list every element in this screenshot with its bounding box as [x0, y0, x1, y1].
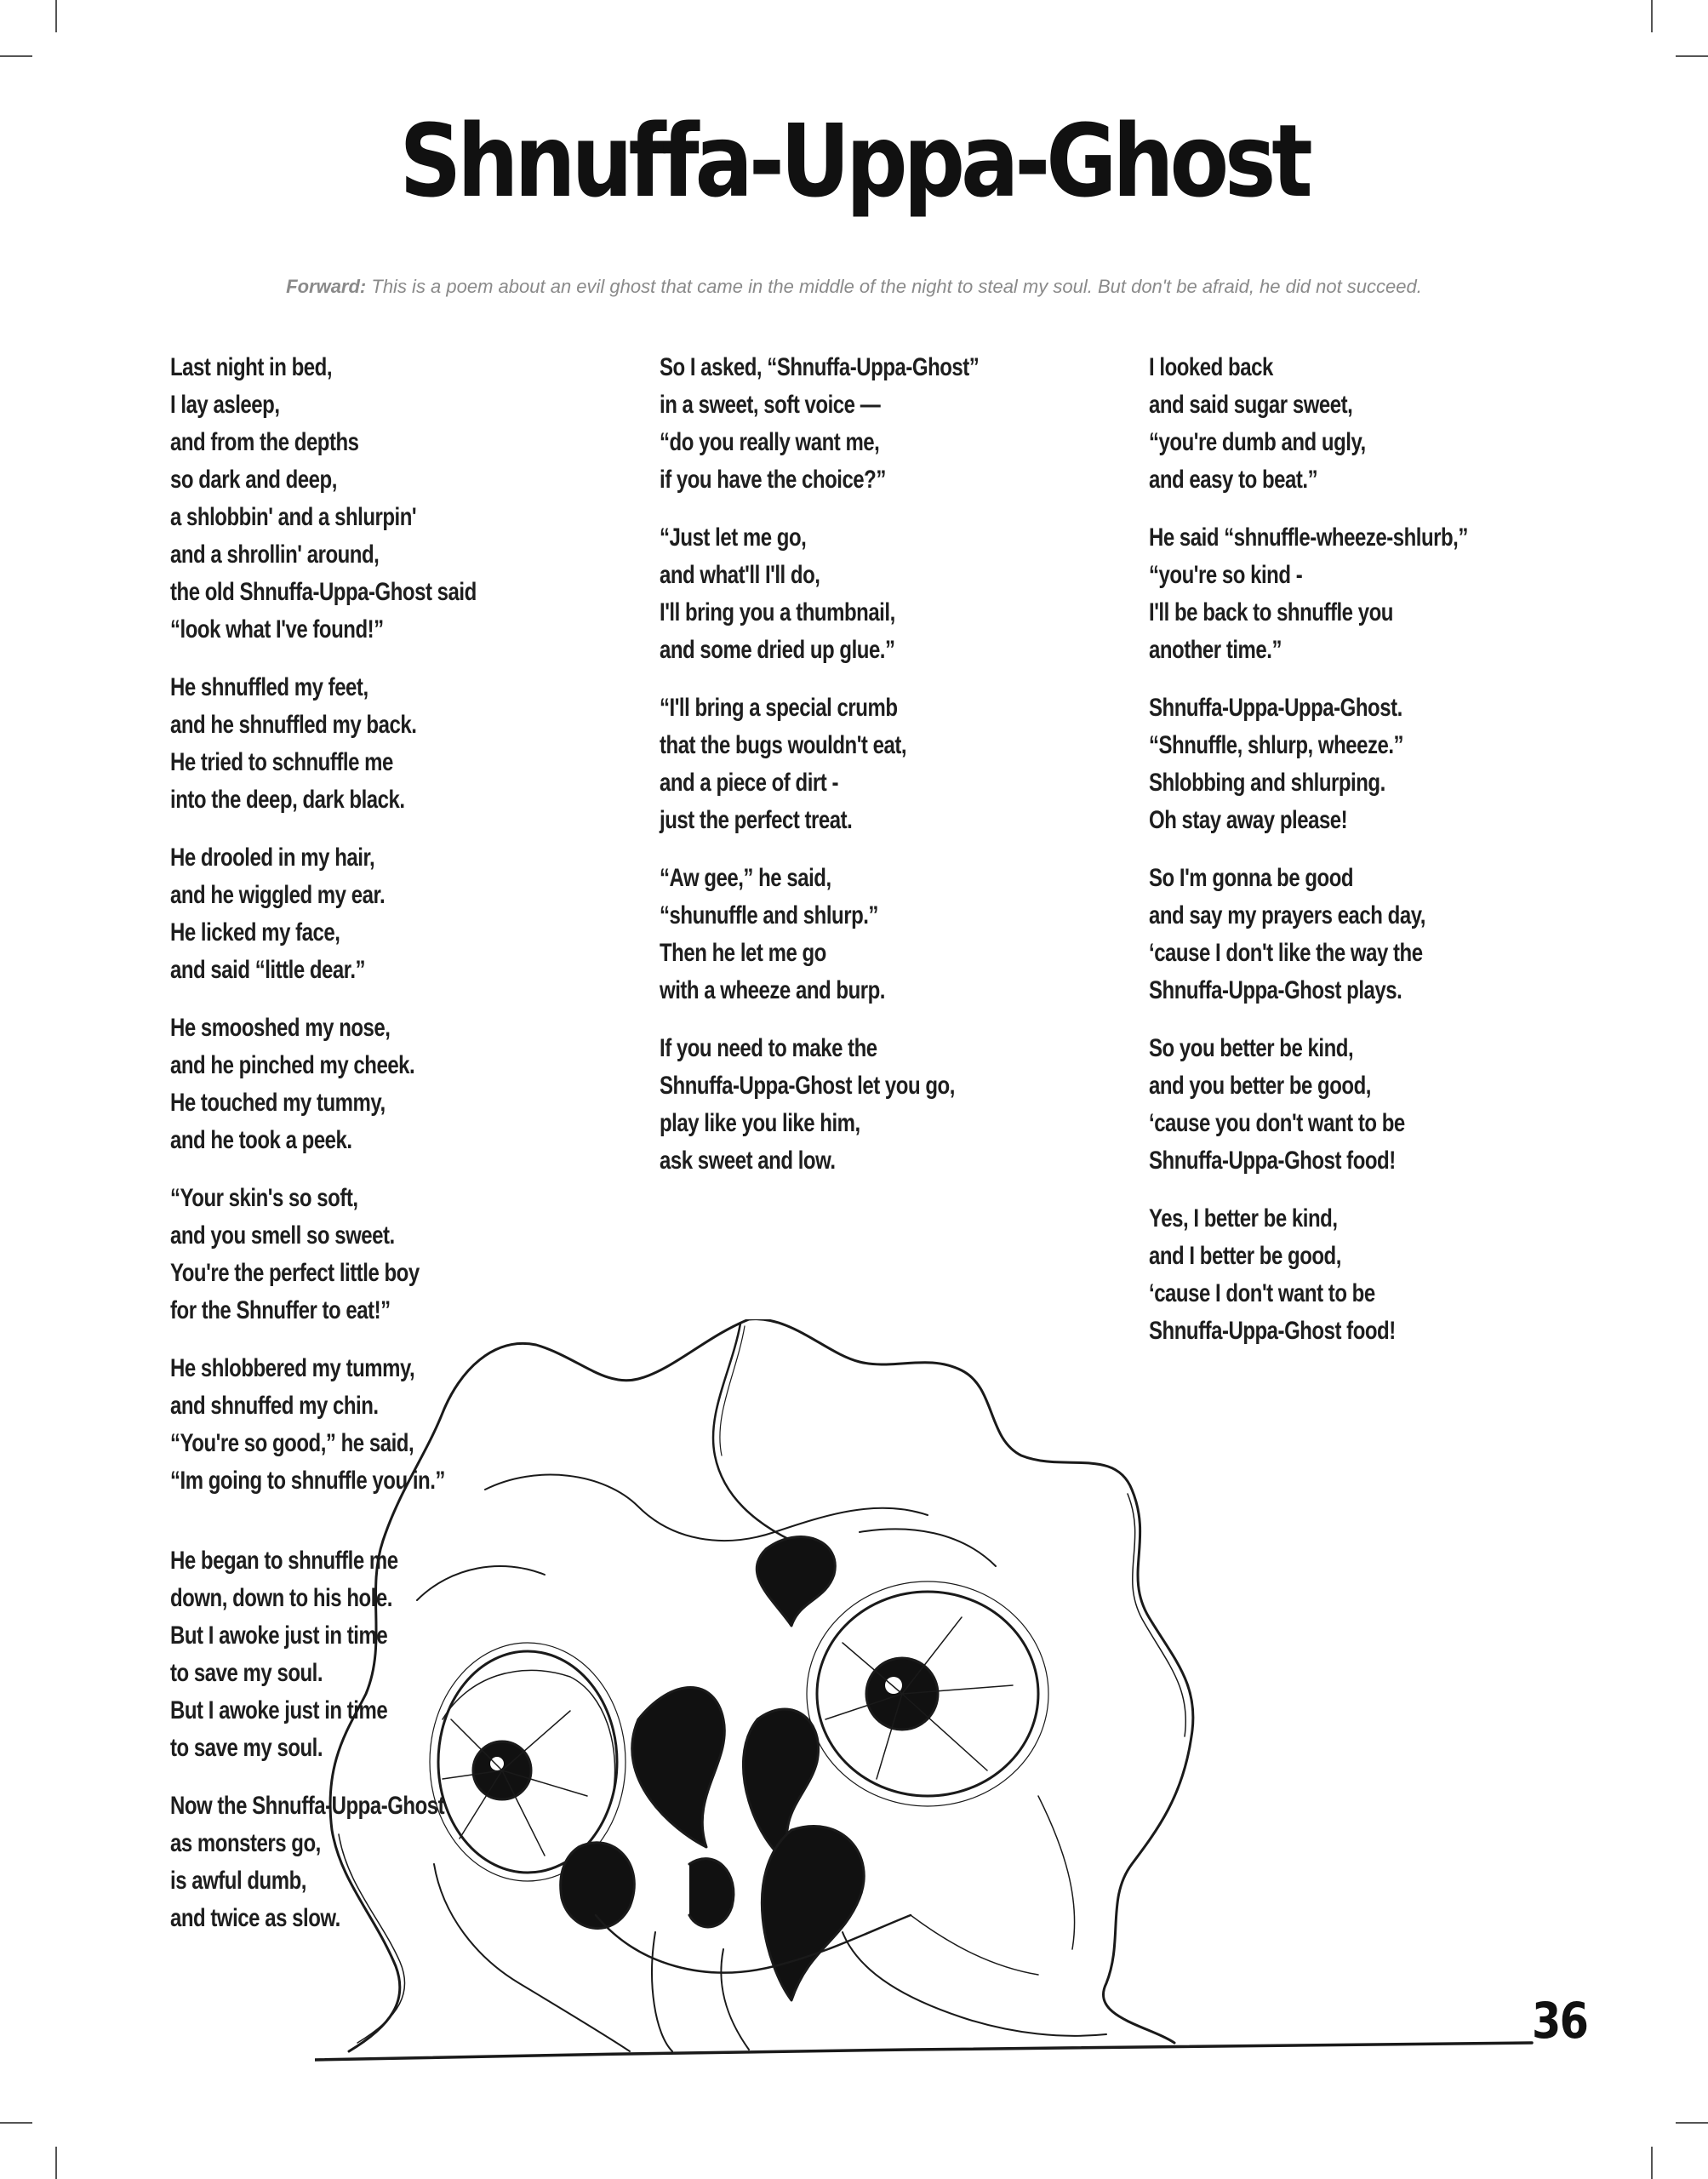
poem-line: I looked back — [1149, 353, 1273, 381]
poem-line: Last night in bed, — [170, 353, 333, 381]
page-title: Shnuffa-Uppa-Ghost — [399, 102, 1309, 220]
poem-line: “I'll bring a special crumb — [660, 694, 898, 722]
poem-stanza — [170, 1180, 647, 1330]
poem-line: Then he let me go — [660, 939, 826, 967]
poem-stanza — [1149, 1030, 1625, 1180]
poem-line: I'll bring you a thumbnail, — [660, 598, 895, 626]
poem-line: He smooshed my nose, — [170, 1014, 391, 1042]
poem-line: “shunuffle and shlurp.” — [660, 901, 878, 929]
poem-line: “you're so kind - — [1149, 561, 1303, 589]
poem-line: if you have the choice?” — [660, 466, 886, 494]
poem-line: Shnuffa-Uppa-Ghost food! — [1149, 1147, 1396, 1175]
poem-line: “do you really want me, — [660, 428, 880, 456]
poem-line: Shnuffa-Uppa-Uppa-Ghost. — [1149, 694, 1402, 722]
poem-line: “Your skin's so soft, — [170, 1184, 358, 1212]
ghost-illustration — [315, 1319, 1557, 2085]
poem-line: So you better be kind, — [1149, 1034, 1354, 1062]
poem-line: “Just let me go, — [660, 523, 807, 552]
poem-line: But I awoke just in time — [170, 1621, 388, 1650]
poem-line: and twice as slow. — [170, 1904, 340, 1932]
poem-line: in a sweet, soft voice — — [660, 391, 881, 419]
poem-line: Oh stay away please! — [1149, 806, 1348, 834]
poem-line: “Aw gee,” he said, — [660, 864, 831, 892]
poem-stanza — [170, 349, 647, 649]
poem-stanza — [1149, 349, 1625, 499]
poem-stanza — [660, 519, 1136, 669]
poem-line: a shlobbin' and a shlurpin' — [170, 503, 417, 531]
poem-line: ask sweet and low. — [660, 1147, 836, 1175]
poem-line: He shnuffled my feet, — [170, 673, 368, 701]
poem-line: and you smell so sweet. — [170, 1221, 395, 1250]
forward-text: This is a poem about an evil ghost that came in the middle of the night to steal my soul. But don't be afraid, he did not succeed. — [366, 276, 1422, 297]
poem-line: “you're dumb and ugly, — [1149, 428, 1366, 456]
poem-line: He tried to schnuffle me — [170, 748, 393, 776]
poem-line: with a wheeze and burp. — [660, 976, 885, 1004]
poem-line: and he wiggled my ear. — [170, 881, 386, 909]
poem-line: and a shrollin' around, — [170, 540, 380, 569]
poem-line: Shnuffa-Uppa-Ghost food! — [1149, 1317, 1396, 1345]
poem-line: down, down to his hole. — [170, 1584, 392, 1612]
poem-line: for the Shnuffer to eat!” — [170, 1296, 391, 1324]
poem-line: just the perfect treat. — [660, 806, 853, 834]
poem-column-3 — [1149, 349, 1625, 1370]
poem-line: play like you like him, — [660, 1109, 860, 1137]
poem-line: I'll be back to shnuffle you — [1149, 598, 1393, 626]
poem-line: and from the depths — [170, 428, 359, 456]
poem-stanza — [1149, 519, 1625, 669]
cheek-shape — [561, 1843, 635, 1929]
poem-line: and I better be good, — [1149, 1242, 1341, 1270]
poem-line: to save my soul. — [170, 1734, 323, 1762]
crop-mark — [1676, 55, 1708, 57]
crop-mark — [0, 55, 32, 57]
poem-line: Shnuffa-Uppa-Ghost let you go, — [660, 1072, 955, 1100]
crop-mark — [1651, 2147, 1653, 2179]
poem-line: ‘cause you don't want to be — [1149, 1109, 1405, 1137]
poem-line: as monsters go, — [170, 1829, 321, 1857]
poem-stanza — [170, 839, 647, 989]
crop-mark — [0, 2122, 32, 2124]
poem-line: “You're so good,” he said, — [170, 1429, 414, 1457]
poem-line: ‘cause I don't want to be — [1149, 1279, 1375, 1307]
poem-line: and he shnuffled my back. — [170, 711, 417, 739]
poem-line: another time.” — [1149, 636, 1282, 664]
page-number: 36 — [1532, 1992, 1588, 2050]
poem-line: You're the perfect little boy — [170, 1259, 420, 1287]
forward-label: Forward: — [286, 276, 367, 297]
poem-line: and said sugar sweet, — [1149, 391, 1353, 419]
poem-stanza — [660, 1030, 1136, 1180]
poem-line: Shnuffa-Uppa-Ghost plays. — [1149, 976, 1402, 1004]
poem-line: into the deep, dark black. — [170, 786, 405, 814]
crop-mark — [55, 2147, 57, 2179]
poem-stanza — [660, 689, 1136, 839]
mouth-shape — [762, 1826, 864, 2000]
poem-line: So I'm gonna be good — [1149, 864, 1354, 892]
poem-line: and some dried up glue.” — [660, 636, 895, 664]
poem-line: and he took a peek. — [170, 1126, 352, 1154]
poem-stanza — [660, 349, 1136, 499]
poem-line: He touched my tummy, — [170, 1089, 386, 1117]
poem-column-2 — [660, 349, 1136, 1200]
poem-line: But I awoke just in time — [170, 1696, 388, 1724]
poem-line: So I asked, “Shnuffa-Uppa-Ghost” — [660, 353, 980, 381]
poem-line: and a piece of dirt - — [660, 769, 838, 797]
poem-stanza — [660, 860, 1136, 1009]
poem-stanza — [170, 1009, 647, 1159]
poem-line: and said “little dear.” — [170, 956, 366, 984]
poem-line: Yes, I better be kind, — [1149, 1204, 1338, 1232]
crop-mark — [1651, 0, 1653, 32]
poem-line: Shlobbing and shlurping. — [1149, 769, 1385, 797]
ghost-outline — [330, 1319, 1193, 2051]
poem-line: “Shnuffle, shlurp, wheeze.” — [1149, 731, 1404, 759]
poem-line: so dark and deep, — [170, 466, 337, 494]
poem-line: is awful dumb, — [170, 1867, 306, 1895]
forward-note — [0, 276, 1708, 298]
poem-line: I lay asleep, — [170, 391, 280, 419]
poem-line: and say my prayers each day, — [1149, 901, 1425, 929]
ground-line — [315, 2043, 1532, 2060]
right-eye-drawing — [807, 1581, 1048, 1806]
crop-mark — [55, 0, 57, 32]
poem-line: and easy to beat.” — [1149, 466, 1318, 494]
poem-line: “Im going to shnuffle you in.” — [170, 1467, 445, 1495]
poem-line: and shnuffed my chin. — [170, 1392, 379, 1420]
nose-shape-left — [632, 1688, 725, 1848]
poem-stanza — [170, 669, 647, 819]
poem-line: If you need to make the — [660, 1034, 877, 1062]
poem-stanza — [1149, 689, 1625, 839]
poem-stanza — [1149, 860, 1625, 1009]
poem-line: and he pinched my cheek. — [170, 1051, 415, 1079]
brow-shape — [757, 1537, 835, 1626]
poem-line: Now the Shnuffa-Uppa-Ghost — [170, 1792, 445, 1820]
poem-line: that the bugs wouldn't eat, — [660, 731, 907, 759]
poem-line: “look what I've found!” — [170, 615, 384, 643]
poem-line: to save my soul. — [170, 1659, 323, 1687]
poem-line: the old Shnuffa-Uppa-Ghost said — [170, 578, 477, 606]
poem-line: ‘cause I don't like the way the — [1149, 939, 1423, 967]
poem-line: He began to shnuffle me — [170, 1547, 398, 1575]
poem-line: He said “shnuffle-wheeze-shlurb,” — [1149, 523, 1468, 552]
poem-line: and you better be good, — [1149, 1072, 1371, 1100]
poem-line: He drooled in my hair, — [170, 844, 375, 872]
poem-line: and what'll I'll do, — [660, 561, 820, 589]
poem-line: He licked my face, — [170, 918, 340, 947]
crop-mark — [1676, 2122, 1708, 2124]
poem-line: He shlobbered my tummy, — [170, 1354, 415, 1382]
